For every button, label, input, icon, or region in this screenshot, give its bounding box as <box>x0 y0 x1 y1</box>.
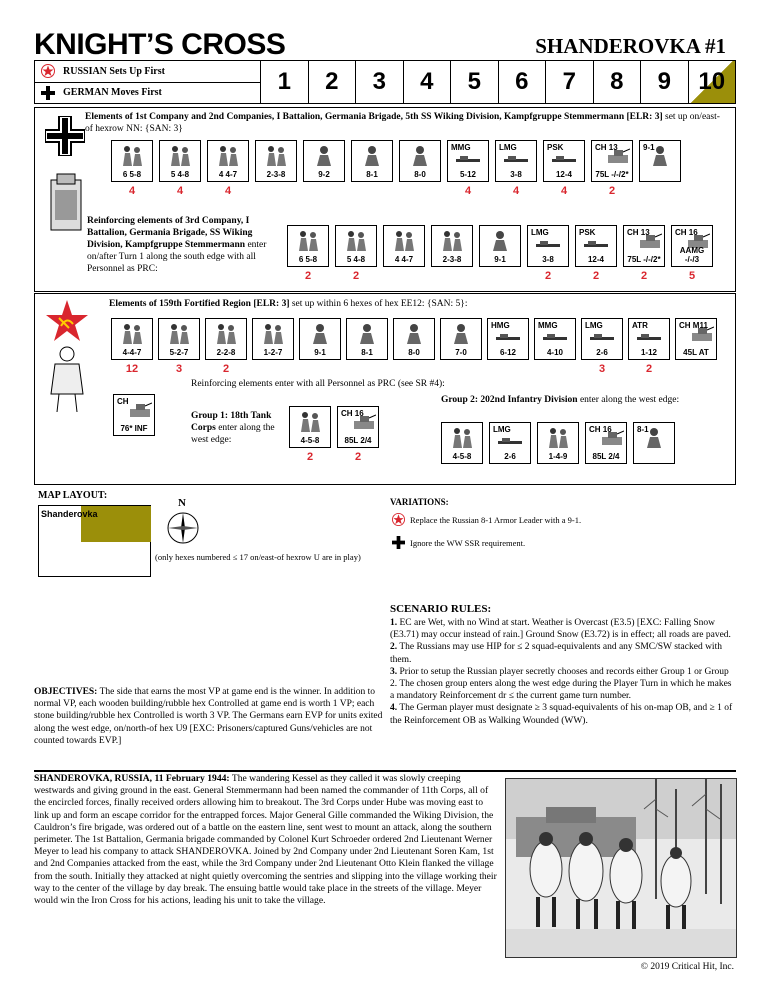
leader-icon <box>406 145 434 167</box>
counter <box>399 140 441 182</box>
counter <box>633 422 675 464</box>
counter-quantity: 12 <box>125 363 139 375</box>
north-label: N <box>178 497 186 509</box>
divider <box>34 770 736 772</box>
leader-icon <box>358 145 386 167</box>
german-reinf-heading: Reinforcing elements of 3rd Company, I Battalion, Germania Brigade, SS Wiking Division, Kampfgruppe Stemmermann <box>87 216 253 250</box>
counter <box>252 318 294 360</box>
turn-2: 2 <box>309 61 357 103</box>
counter-value: 4-4-7 <box>122 348 142 357</box>
balkenkreuz-icon <box>45 116 85 156</box>
russian-reinf-intro: Reinforcing elements enter with all Personnel as PRC (see SR #4): <box>191 379 445 389</box>
counter-quantity: 2 <box>544 270 552 282</box>
setup-order <box>35 61 261 103</box>
history-heading: SHANDEROVKA, RUSSIA, 11 February 1944: <box>34 773 230 784</box>
counter-value: 4-10 <box>546 348 563 357</box>
leader-icon <box>353 323 381 345</box>
counter <box>393 318 435 360</box>
squad-icon <box>296 411 324 433</box>
counter-value: 3-8 <box>542 255 554 264</box>
map-board <box>38 505 151 577</box>
counter-top-label: MMG <box>451 143 471 152</box>
counter <box>351 140 393 182</box>
counter <box>575 225 617 267</box>
squad-icon <box>438 230 466 252</box>
photo-image <box>506 779 737 958</box>
counter-value: 6 5-8 <box>298 255 318 264</box>
counter <box>489 422 531 464</box>
counter-value: 76* INF <box>120 424 148 433</box>
objectives-text: The side that earns the most VP at game end is the winner. In addition to normal VP, each wooden building/rubble hex Controlled at game end is worth 1 VP; each stone building/rubble hex Controlled is worth 3 VP. The Germans earn EVP for units exited along the west edge, on/north-of hex U9 [EXC: Prisoners/captured Guns/vehicles are not counted towards EVP.] <box>34 687 383 746</box>
squad-icon <box>294 230 322 252</box>
turn-10: 10 <box>689 61 736 103</box>
counter-quantity: 2 <box>592 270 600 282</box>
counter <box>534 318 576 360</box>
counter <box>537 422 579 464</box>
counter-value: 6 5-8 <box>122 170 142 179</box>
historical-photo <box>505 778 737 958</box>
counter-value: 75L -/-/2* <box>595 170 629 179</box>
squad-icon <box>259 323 287 345</box>
counter-top-label: 8-1 <box>637 425 649 434</box>
counter-top-label: LMG <box>499 143 517 152</box>
counter-quantity: 4 <box>128 185 136 197</box>
counter-value: 8-0 <box>408 348 420 357</box>
counter <box>527 225 569 267</box>
german-reinf-entry: enter on/after Turn 1 along the south edge with all Personnel as PRC: <box>87 240 267 274</box>
squad-icon <box>165 323 193 345</box>
counter-value: 4 4-7 <box>218 170 238 179</box>
counter <box>671 225 713 267</box>
counter-quantity: 4 <box>512 185 520 197</box>
counter <box>675 318 717 360</box>
counter-quantity: 2 <box>640 270 648 282</box>
turn-6: 6 <box>499 61 547 103</box>
counter-top-label: PSK <box>579 228 596 237</box>
counter-quantity: 4 <box>464 185 472 197</box>
german-cross-icon <box>392 536 405 549</box>
historical-background <box>34 773 500 907</box>
counter-quantity: 4 <box>224 185 232 197</box>
counter-quantity: 2 <box>354 451 362 463</box>
group1-heading: Group 1: 18th Tank Corps <box>191 411 272 433</box>
counter-value: 85L 2/4 <box>344 436 372 445</box>
counter-value: 8-1 <box>366 170 378 179</box>
squad-icon <box>390 230 418 252</box>
turn-1: 1 <box>261 61 309 103</box>
russian-ob-setup: set up within 6 hexes of hex EE12: {SAN: 5}: <box>289 299 468 309</box>
russian-setup-text: RUSSIAN Sets Up First <box>63 65 165 77</box>
counter-value: 5 4-8 <box>346 255 366 264</box>
counter <box>346 318 388 360</box>
turn-3: 3 <box>356 61 404 103</box>
counter-value: 75L -/-/2* <box>627 255 661 264</box>
counter <box>337 406 379 448</box>
counter-quantity: 2 <box>304 270 312 282</box>
counter <box>581 318 623 360</box>
counter <box>441 422 483 464</box>
leader-icon <box>306 323 334 345</box>
counter <box>159 140 201 182</box>
counter-value: 1-2-7 <box>263 348 283 357</box>
counter-quantity: 2 <box>608 185 616 197</box>
rules-heading: SCENARIO RULES: <box>390 603 492 615</box>
board-name: Shanderovka <box>41 509 98 519</box>
german-cross-icon <box>41 86 55 100</box>
counter-value: 7-0 <box>455 348 467 357</box>
counter <box>628 318 670 360</box>
tank-icon <box>128 401 152 419</box>
turn-4: 4 <box>404 61 452 103</box>
counter-top-label: HMG <box>491 321 510 330</box>
counter-value: 12-4 <box>587 255 604 264</box>
counter-top-label: CH 13 <box>627 228 650 237</box>
turn-7: 7 <box>546 61 594 103</box>
counter-value: 8-1 <box>361 348 373 357</box>
counter-quantity: 5 <box>688 270 696 282</box>
counter-top-label: CH 16 <box>675 228 698 237</box>
copyright: © 2019 Critical Hit, Inc. <box>640 962 734 972</box>
squad-icon <box>214 145 242 167</box>
counter-quantity: 3 <box>598 363 606 375</box>
variations-heading: VARIATIONS: <box>390 497 449 507</box>
counter-value: 2-3-8 <box>266 170 286 179</box>
counter-value: 45L AT <box>683 348 709 357</box>
counter-quantity: 2 <box>306 451 314 463</box>
counter-ch-m8: CH 76* INF <box>113 394 155 436</box>
counter <box>289 406 331 448</box>
counter-value: 5-12 <box>459 170 476 179</box>
counter-value: 2-6 <box>596 348 608 357</box>
counter <box>591 140 633 182</box>
counter-quantity: 3 <box>175 363 183 375</box>
counter-quantity: 2 <box>645 363 653 375</box>
counter <box>623 225 665 267</box>
turn-record-track <box>34 60 736 104</box>
squad-icon <box>342 230 370 252</box>
counter-value: 4-5-8 <box>300 436 320 445</box>
objectives-heading: OBJECTIVES: <box>34 687 98 697</box>
counter-value: 5-2-7 <box>169 348 189 357</box>
group1-entry: enter along the west edge: <box>191 423 275 445</box>
counter-value: AAMG -/-/3 <box>679 246 705 264</box>
russian-star-icon <box>392 513 405 526</box>
counter-value: 8-0 <box>414 170 426 179</box>
german-ob-setup: set up on/east-of hexrow NN: {SAN: 3} <box>85 112 720 134</box>
counter <box>158 318 200 360</box>
counter <box>543 140 585 182</box>
rule-3: 3. Prior to setup the Russian player secretly chooses and records either Group 1 or Group 2. The chosen group enters along the west edge during the Player Turn in which he makes a mandatory Reinforcement dr ≤ the current game turn number. <box>390 666 732 702</box>
group2-entry: enter along the west edge: <box>577 395 680 405</box>
counter-quantity: 2 <box>222 363 230 375</box>
counter-value: 2-3-8 <box>442 255 462 264</box>
counter-top-label: CH M11 <box>679 321 708 330</box>
russian-setup-line <box>35 61 260 83</box>
counter-value: 9-1 <box>494 255 506 264</box>
counter <box>431 225 473 267</box>
turn-8: 8 <box>594 61 642 103</box>
counter-value: 5 4-8 <box>170 170 190 179</box>
counter-value: 2-2-8 <box>216 348 236 357</box>
turn-9: 9 <box>641 61 689 103</box>
map-layout-heading: MAP LAYOUT: <box>38 490 108 501</box>
russian-ob-box <box>34 293 736 485</box>
counter-top-label: MMG <box>538 321 558 330</box>
counter <box>383 225 425 267</box>
soviet-star-icon <box>45 299 89 343</box>
turn-5: 5 <box>451 61 499 103</box>
squad-icon <box>166 145 194 167</box>
counter-value: 4 4-7 <box>394 255 414 264</box>
counter-quantity: 4 <box>560 185 568 197</box>
group2-heading: Group 2: 202nd Infantry Division <box>441 395 578 405</box>
squad-icon <box>212 323 240 345</box>
counter <box>111 140 153 182</box>
counter-top-label: PSK <box>547 143 564 152</box>
german-ob-heading: Elements of 1st Company and 2nd Companies, I Battalion, Germania Brigade, 5th SS Wiking Division, Kampfgruppe Stemmermann [ELR: 3] <box>85 112 663 122</box>
counter <box>447 140 489 182</box>
scenario-name: SHANDEROVKA #1 <box>535 34 726 58</box>
counter <box>111 318 153 360</box>
counter <box>207 140 249 182</box>
squad-icon <box>118 323 146 345</box>
russian-star-icon <box>41 64 55 78</box>
german-ob-box <box>34 107 736 292</box>
squad-icon <box>118 145 146 167</box>
counter-top-label: 9-1 <box>643 143 655 152</box>
counter-value: 12-4 <box>555 170 572 179</box>
squad-icon <box>262 145 290 167</box>
counter <box>440 318 482 360</box>
leader-icon <box>310 145 338 167</box>
history-text: The wandering Kessel as they called it was slowly creeping westwards and giving ground in the east. General Stemmermann had been named the commander of 11th Corps, all of the encircled forces, finally received orders allowing him to breakout. The 3rd Corps under Hube was moving east to link up and form an escape corridor for the entrapped forces. Major General Gille commanded the Wiking Division, the Cauldron’s fire brigade, was ordered out of a battle on the eastern line, sent west to mount an attack, along the southern perimeter. The 1st Battalion, Germania brigade commanded by Colonel Kurt Schroeder ordered 2nd Lieutenant Werner Meyer to lead his company to attack SHANDEROVKA. Joined by 2nd Company under 2nd Lieutenant Soren Kam, 1st and 2nd Companies attacked from the east, while the 3rd Company under 2nd Lieutenant Otto Klein flanked the village from the south. Initially they attacked at night quietly overcoming the sentries and slipping into the village working their way to the center of the village by day break. The ensuing battle would take place in the streets of the village. Meyer would win the Iron Cross for his actions, leading his unit to take the village. <box>34 773 497 907</box>
counter-quantity: 4 <box>176 185 184 197</box>
compass-icon <box>166 511 200 545</box>
rule-2: 2. The Russians may use HIP for ≤ 2 squad-equivalents and any SMC/SW stacked with them. <box>390 642 722 665</box>
variation-1: Replace the Russian 8-1 Armor Leader with a 9-1. <box>410 515 582 525</box>
counter-top-label: ATR <box>632 321 648 330</box>
squad-icon <box>448 427 476 449</box>
map-note: (only hexes numbered ≤ 17 on/east-of hexrow U are in play) <box>155 552 361 562</box>
counter-top-label: LMG <box>493 425 511 434</box>
counter <box>585 422 627 464</box>
counter <box>287 225 329 267</box>
leader-icon <box>447 323 475 345</box>
russian-ob-heading: Elements of 159th Fortified Region [ELR: 3] <box>109 299 290 309</box>
counter-value: 1-4-9 <box>548 452 568 461</box>
counter <box>495 140 537 182</box>
counter <box>479 225 521 267</box>
counter-top-label: CH 13 <box>595 143 618 152</box>
counter-value: 1-12 <box>640 348 657 357</box>
counter-top-label: CH 16 <box>589 425 612 434</box>
german-setup-line <box>35 83 260 104</box>
counter-value: 85L 2/4 <box>592 452 620 461</box>
counter-quantity: 2 <box>352 270 360 282</box>
squad-icon <box>544 427 572 449</box>
rules-list <box>390 617 736 727</box>
counter-value: 9-1 <box>314 348 326 357</box>
counter <box>303 140 345 182</box>
objectives <box>34 686 384 747</box>
soldier-sketch-icon <box>45 344 89 414</box>
counter-top-label: LMG <box>585 321 603 330</box>
soldier-sketch-icon <box>45 170 89 236</box>
counter-value: 2-6 <box>504 452 516 461</box>
counter-top-label: CH 16 <box>341 409 364 418</box>
german-setup-text: GERMAN Moves First <box>63 87 162 99</box>
counter-top-label: LMG <box>531 228 549 237</box>
counter <box>639 140 681 182</box>
counter-value: 4-5-8 <box>452 452 472 461</box>
counter <box>487 318 529 360</box>
counter <box>205 318 247 360</box>
leader-icon <box>486 230 514 252</box>
counter <box>335 225 377 267</box>
rule-1: 1. EC are Wet, with no Wind at start. Weather is Overcast (E3.5) [EXC: Falling Snow (E3.71) may occur instead of rain.] Ground Snow (E3.72) is in effect; all roads are paved. <box>390 618 731 641</box>
counter <box>299 318 341 360</box>
rule-4: 4. The German player must designate ≥ 3 squad-equivalents of his on-map OB, and ≥ 1 of the Reinforcement OB as Walking Wounded (WW). <box>390 703 733 726</box>
counter-value: 6-12 <box>499 348 516 357</box>
variation-2: Ignore the WW SSR requirement. <box>410 538 526 548</box>
game-title: KNIGHT’S CROSS <box>34 28 286 61</box>
counter <box>255 140 297 182</box>
counter-value: 3-8 <box>510 170 522 179</box>
leader-icon <box>400 323 428 345</box>
counter-value: 9-2 <box>318 170 330 179</box>
